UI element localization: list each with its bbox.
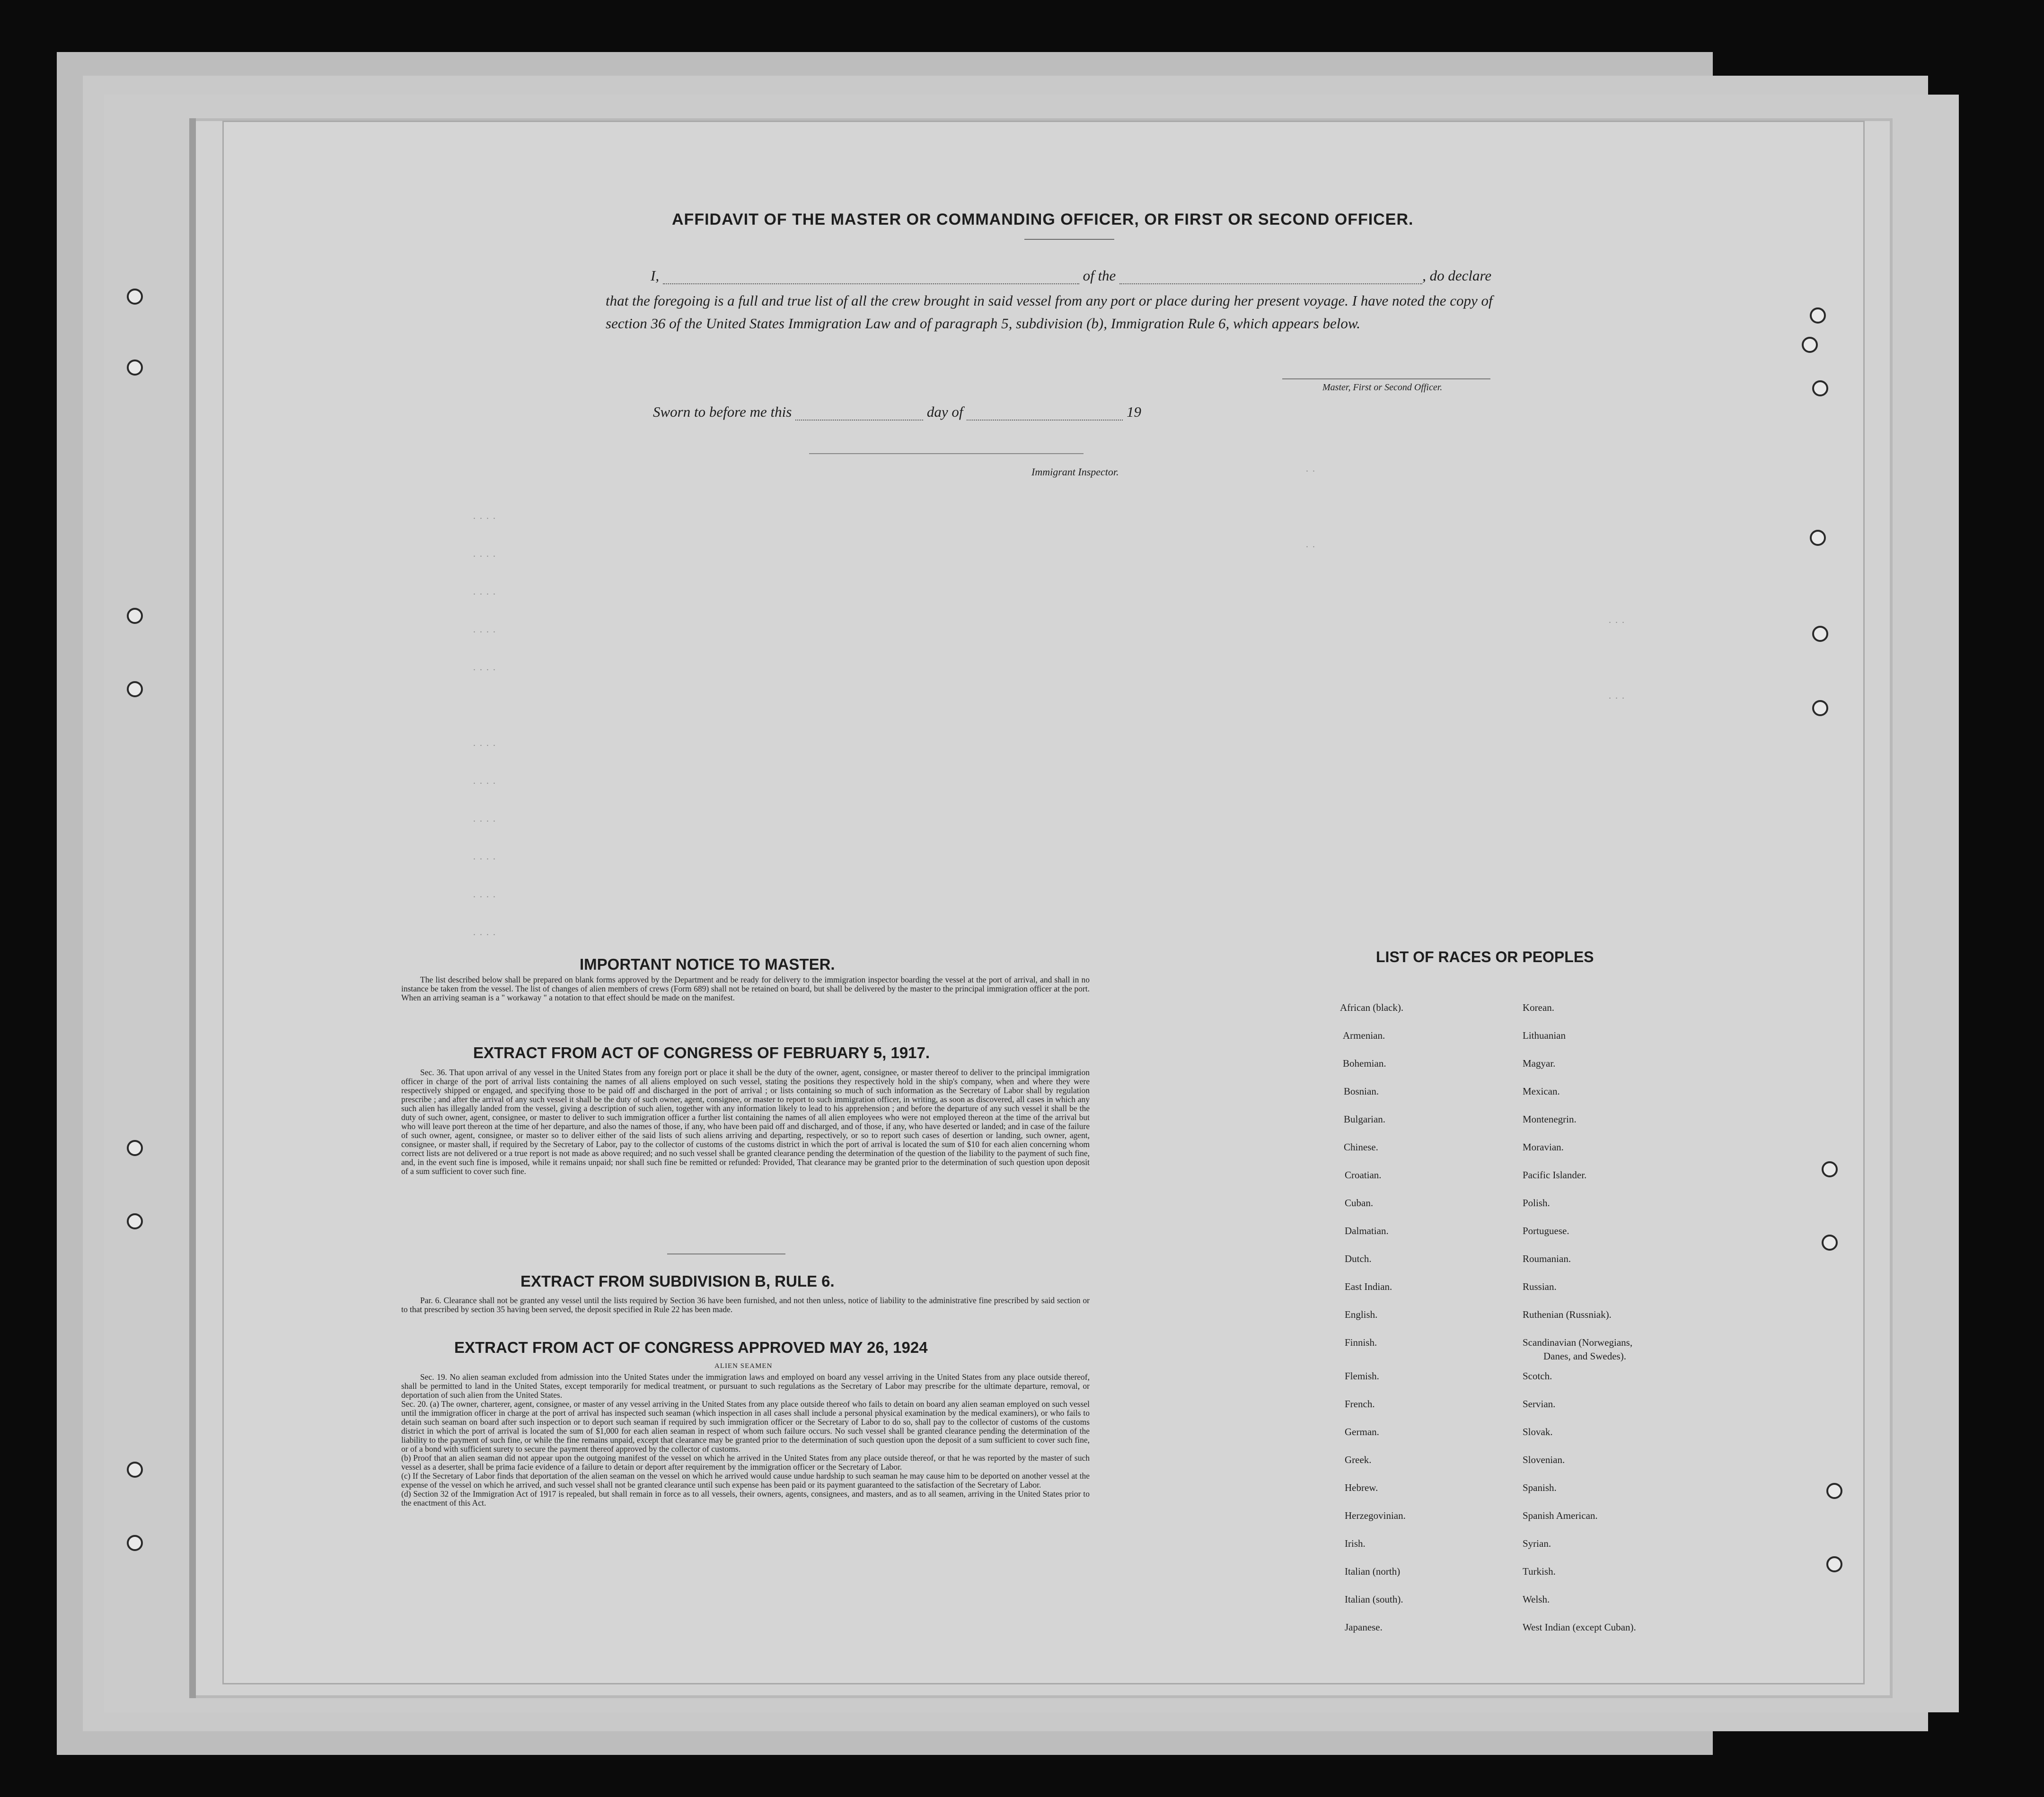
race-item: Slovak. xyxy=(1523,1426,1553,1438)
race-item: Flemish. xyxy=(1345,1370,1379,1382)
punch-hole xyxy=(127,1140,143,1156)
race-item: Cuban. xyxy=(1345,1197,1374,1209)
races-title: LIST OF RACES OR PEOPLES xyxy=(1376,948,1594,965)
sheet-edge xyxy=(189,118,196,1698)
sworn-day-of: day of xyxy=(926,403,963,420)
race-item: Portuguese. xyxy=(1523,1225,1569,1236)
month-blank xyxy=(967,420,1123,421)
race-item: Korean. xyxy=(1523,1002,1555,1013)
race-item: Hebrew. xyxy=(1345,1482,1378,1493)
punch-hole xyxy=(1822,1235,1838,1251)
punch-hole xyxy=(1802,337,1818,353)
race-item: Montenegrin. xyxy=(1523,1113,1577,1125)
race-item: Italian (south). xyxy=(1345,1594,1403,1605)
notice-title: IMPORTANT NOTICE TO MASTER. xyxy=(580,955,835,973)
sworn-prefix: Sworn to before me this xyxy=(653,403,792,420)
name-blank xyxy=(663,283,1079,284)
punch-hole xyxy=(1812,700,1828,716)
declaration-body: that the foregoing is a full and true list of all the crew brought in said vessel from any port or place during her present voyage. I have noted the copy of section 36 of the United States Immigration Law and of paragraph 5, subdivision (b), Immigration Rule 6, which appears below. xyxy=(606,292,1493,332)
extract-1917-title: EXTRACT FROM ACT OF CONGRESS OF FEBRUARY 5, 1917. xyxy=(473,1044,930,1061)
punch-hole xyxy=(1812,380,1828,396)
inspector-signature-line xyxy=(809,453,1084,454)
race-item: West Indian (except Cuban). xyxy=(1523,1622,1636,1633)
race-item: Dalmatian. xyxy=(1345,1225,1389,1236)
race-item: German. xyxy=(1345,1426,1379,1438)
race-item: Scandinavian (Norwegians, xyxy=(1523,1337,1633,1348)
inspector-label: Immigrant Inspector. xyxy=(1031,466,1119,478)
race-item: Bosnian. xyxy=(1344,1086,1379,1097)
punch-hole xyxy=(1810,307,1826,324)
signature-line xyxy=(1282,378,1490,379)
race-item: Finnish. xyxy=(1345,1337,1377,1348)
punch-hole xyxy=(127,1462,143,1478)
punch-hole xyxy=(1812,626,1828,642)
punch-hole xyxy=(127,608,143,624)
race-item: Polish. xyxy=(1523,1197,1550,1209)
race-item: Greek. xyxy=(1345,1454,1372,1465)
race-item: Syrian. xyxy=(1523,1538,1551,1549)
race-item: Dutch. xyxy=(1345,1253,1372,1264)
race-item: Japanese. xyxy=(1345,1622,1383,1633)
race-item: Ruthenian (Russniak). xyxy=(1523,1309,1612,1320)
punch-hole xyxy=(127,359,143,376)
extract-rule6-title: EXTRACT FROM SUBDIVISION B, RULE 6. xyxy=(520,1272,835,1290)
extract-1924-title: EXTRACT FROM ACT OF CONGRESS APPROVED MAY 26, 1924 xyxy=(454,1339,928,1356)
race-item: East Indian. xyxy=(1345,1281,1392,1292)
affidavit-title: AFFIDAVIT OF THE MASTER OR COMMANDING OFFICER, OR FIRST OR SECOND OFFICER. xyxy=(672,210,1414,228)
race-item: Croatian. xyxy=(1345,1169,1382,1181)
vessel-blank xyxy=(1119,283,1422,284)
punch-hole xyxy=(127,681,143,697)
sworn-year: 19 xyxy=(1126,403,1141,420)
signature-label: Master, First or Second Officer. xyxy=(1322,382,1443,393)
day-blank xyxy=(795,420,923,421)
race-item: Moravian. xyxy=(1523,1141,1564,1153)
race-item: Chinese. xyxy=(1344,1141,1378,1153)
punch-hole xyxy=(1810,530,1826,546)
race-item: Bohemian. xyxy=(1343,1058,1386,1069)
punch-hole xyxy=(127,1213,143,1229)
punch-hole xyxy=(127,1535,143,1551)
race-item: Servian. xyxy=(1523,1398,1556,1410)
race-item: Welsh. xyxy=(1523,1594,1550,1605)
race-item: French. xyxy=(1345,1398,1375,1410)
race-item: Scotch. xyxy=(1523,1370,1552,1382)
race-item: Spanish. xyxy=(1523,1482,1557,1493)
declaration-do-declare: , do declare xyxy=(1422,267,1492,284)
race-item: Pacific Islander. xyxy=(1523,1169,1587,1181)
race-item: Irish. xyxy=(1345,1538,1366,1549)
race-item: Magyar. xyxy=(1523,1058,1556,1069)
divider xyxy=(1024,239,1114,240)
race-item: Mexican. xyxy=(1523,1086,1560,1097)
race-item: Herzegovinian. xyxy=(1345,1510,1406,1521)
extract-1917-body: Sec. 36. That upon arrival of any vessel in the United States from any foreign port or place it shall be the duty of the owner, agent, consignee, or master thereof to deliver to the principal immigration officer in charge of the port of arrival lists containing the names of all aliens employed on such vessel, stating the positions they respectively hold in the ship's company, when and where they were respectively shipped or engaged, and specifying those to be paid off and discharged in the port of arrival ; or lists containing so much of such information as the Secretary of Labor shall by regulation prescribe ; and after the arrival of any such vessel it shall be the duty of such owner, agent, consignee, or master to report to such immigration officer, in writing, as soon as discovered, all cases in which any such alien has illegally landed from the vessel, giving a description of such alien, together with any information likely to lead to his apprehension ; and before the departure of any such vessel it shall be the duty of such owner, agent, consignee, or master to deliver to such immigration officer a further list containing the names of all alien employees who were not employed thereon at the time of the arrival but who will leave port thereon at the time of her departure, and also the names of those, if any, who have been paid off and discharged, and of those, if any, who have deserted or landed; and in case of the failure of such owner, agent, consignee, or master so to deliver either of the said lists of such aliens arriving and departing, respectively, or so to report such cases of desertion or landing, such owner, agent, consignee, or master shall, if required by the Secretary of Labor, pay to the collector of customs of the customs district in which the port of arrival is located the sum of $10 for each alien concerning whom correct lists are not delivered or a true report is not made as above required; and no such vessel shall be granted clearance pending the determination of the question of the liability to the payment of such fine, and, in the event such fine is imposed, while it remains unpaid; nor shall such fine be remitted or refunded: Provided, That clearance may be granted prior to the determination of such question upon deposit of a sum sufficient to cover such fine. xyxy=(401,1068,1090,1176)
extract-rule6-body: Par. 6. Clearance shall not be granted any vessel until the lists required by Section 36 have been furnished, and not then unless, notice of liability to the administrative fine prescribed by said section or to that prescribed by section 35 having been served, the deposit specified in Rule 22 has been made. xyxy=(401,1296,1090,1314)
declaration-of-the: of the xyxy=(1083,267,1116,284)
extract-1924-subtitle: ALIEN SEAMEN xyxy=(714,1362,773,1370)
punch-hole xyxy=(1822,1161,1838,1177)
race-item: Danes, and Swedes). xyxy=(1543,1350,1626,1362)
notice-body: The list described below shall be prepared on blank forms approved by the Department and be ready for delivery to the immigration inspector boarding the vessel at the port of arrival, and shall in no instance be taken from the vessel. The list of changes of alien members of crews (Form 689) shall not be retained on board, but shall be delivered by the master to the principal immigration officer at the port. When an arriving seaman is a " workaway " a notation to that effect should be made on the manifest. xyxy=(401,975,1090,1002)
race-item: African (black). xyxy=(1340,1002,1404,1013)
race-item: English. xyxy=(1345,1309,1378,1320)
punch-hole xyxy=(127,289,143,305)
race-item: Turkish. xyxy=(1523,1566,1556,1577)
declaration-line xyxy=(651,267,1491,284)
race-item: Slovenian. xyxy=(1523,1454,1565,1465)
punch-hole xyxy=(1826,1556,1842,1572)
declaration-i: I, xyxy=(651,267,660,284)
race-item: Armenian. xyxy=(1343,1030,1385,1041)
race-item: Lithuanian xyxy=(1523,1030,1566,1041)
race-item: Roumanian. xyxy=(1523,1253,1571,1264)
punch-hole xyxy=(1826,1483,1842,1499)
race-item: Bulgarian. xyxy=(1344,1113,1386,1125)
race-item: Russian. xyxy=(1523,1281,1557,1292)
race-item: Italian (north) xyxy=(1345,1566,1401,1577)
race-item: Spanish American. xyxy=(1523,1510,1598,1521)
extract-1924-body: Sec. 19. No alien seaman excluded from admission into the United States under the immigration laws and employed on board any vessel arriving in the United States from any place outside thereof, shall be permitted to land in the United States, except temporarily for medical treatment, or pursuant to such regulations as the Secretary of Labor may prescribe for the ultimate departure, removal, or deportation of such alien from the United States. Sec. 20. (a) The owner, charterer, agent, consignee, or master of any vessel arriving in the United States from any place outside thereof who fails to detain on board any alien seaman employed on such vessel until the immigration officer in charge at the port of arrival has inspected such seaman (which inspection in all cases shall include a personal physical examination by the medical examiners), or who fails to detain such seaman on board after such inspection or to deport such seaman if required by such immigration officer or the Secretary of Labor to do so, shall pay to the collector of customs of the customs district in which the port of arrival is located the sum of $1,000 for each alien seaman in respect of whom such failure occurs. No such vessel shall be granted clearance pending the determination of the liability to the payment of such fine, or while the fine remains unpaid, except that clearance may be granted prior to the determination of such question upon the deposit of a sum sufficient to cover such fine, or of a bond with sufficient surety to secure the payment thereof approved by the collector of customs. (b) Proof that an alien seaman did not appear upon the outgoing manifest of the vessel on which he arrived in the United States from any place outside thereof, or that he was reported by the master of such vessel as a deserter, shall be prima facie evidence of a failure to detain or deport after requirement by the immigration officer or the Secretary of Labor. (c) If the Secretary of Labor finds that deportation of the alien seaman on the vessel on which he arrived would cause undue hardship to such seaman he may cause him to be deported on another vessel at the expense of the vessel on which he arrived, and such vessel shall not be granted clearance until such expense has been paid or its payment guaranteed to the satisfaction of the Secretary of Labor. (d) Section 32 of the Immigration Act of 1917 is repealed, but shall remain in force as to all vessels, their owners, agents, consignees, and masters, and as to all seamen, arriving in the United States prior to the enactment of this Act. xyxy=(401,1372,1090,1508)
sworn-line xyxy=(653,403,1141,421)
